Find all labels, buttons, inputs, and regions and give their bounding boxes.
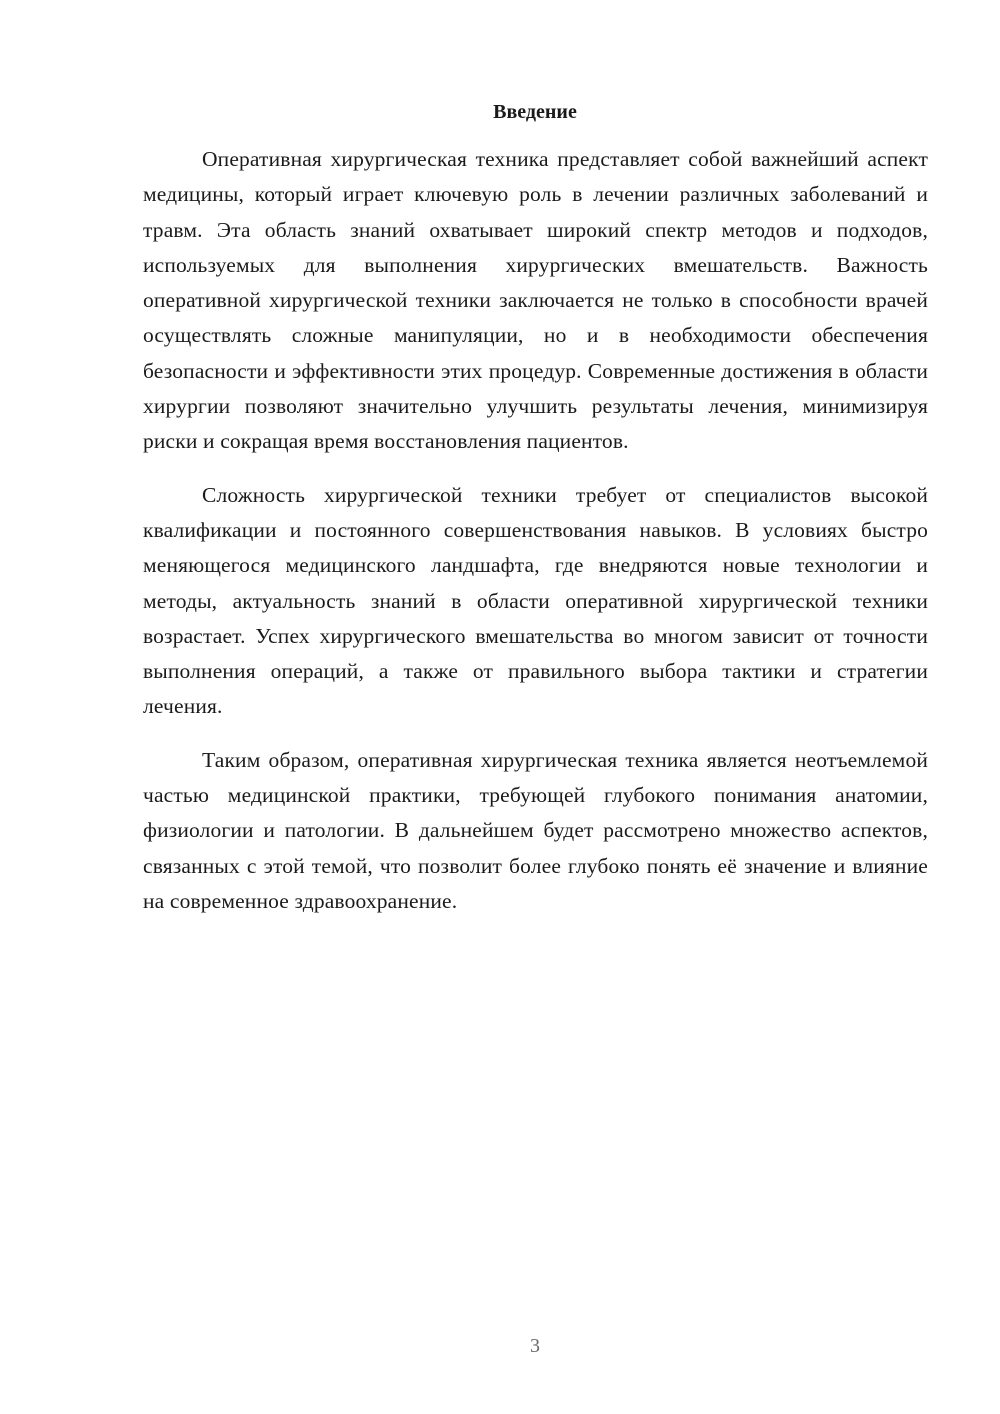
page-number: 3 [530,1335,540,1357]
paragraph: Таким образом, оперативная хирургическая техника является неотъемлемой частью медицинской практики, требующей глубокого понимания анатомии, физиологии и патологии. В дальнейшем будет рассмотрено множество аспектов, связанных с этой темой, что позволит более глубоко понять её значение и влияние на современное здравоохранение. [143,747,928,913]
paragraph: Сложность хирургической техники требует от специалистов высокой квалификации и постоянного совершенствования навыков. В условиях быстро меняющегося медицинского ландшафта, где внедряются новые технологии и методы, актуальность знаний в области оперативной хирургической техники возрастает. Успех хирургического вмешательства во многом зависит от точности выполнения операций, а также от правильного выбора тактики и стратегии лечения. [143,482,928,719]
paragraph: Оперативная хирургическая техника представляет собой важнейший аспект медицины, который играет ключевую роль в лечении различных заболеваний и травм. Эта область знаний охватывает широкий спектр методов и подходов, используемых для выполнения хирургических вмешательств. Важность оперативной хирургической техники заключается не только в способности врачей осуществлять сложные манипуляции, но и в необходимости обеспечения безопасности и эффективности этих процедур. Современные достижения в области хирургии позволяют значительно улучшить результаты лечения, минимизируя риски и сокращая время восстановления пациентов. [143,147,928,454]
section-heading: Введение [493,101,577,123]
body-text [143,142,928,919]
